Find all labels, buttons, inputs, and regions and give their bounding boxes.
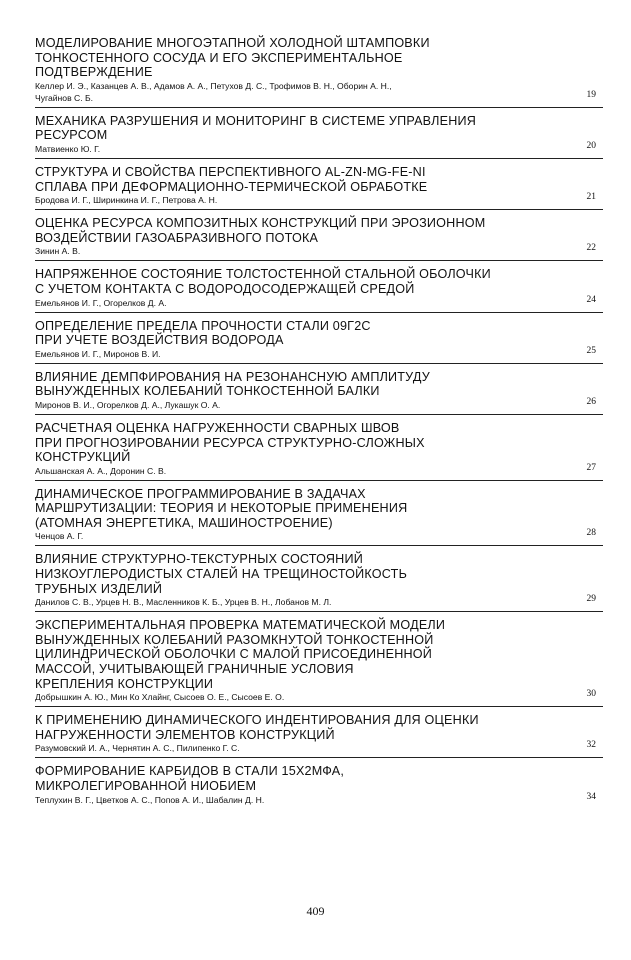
entry-title-line: СТРУКТУРА И СВОЙСТВА ПЕРСПЕКТИВНОГО AL-ZN-MG-FE-NI xyxy=(35,164,426,179)
entry-authors: Данилов С. В., Урцев Н. В., Масленников К. Б., Урцев В. Н., Лобанов М. Л. xyxy=(35,597,332,608)
entry-page-number: 22 xyxy=(586,243,596,254)
entry-title-line: ПРИ ПРОГНОЗИРОВАНИИ РЕСУРСА СТРУКТУРНО-СЛОЖНЫХ xyxy=(35,435,425,450)
entry-authors: Миронов В. И., Огорелков Д. А., Лукашук О. А. xyxy=(35,399,221,410)
entry-authors: Ченцов А. Г. xyxy=(35,531,84,542)
entry-authors: Добрышкин А. Ю., Мин Ко Хлайнг, Сысоев О. Е., Сысоев Е. О. xyxy=(35,692,285,703)
toc-entry xyxy=(35,363,603,414)
entry-title-line: НАГРУЖЕННОСТИ ЭЛЕМЕНТОВ КОНСТРУКЦИЙ xyxy=(35,727,335,742)
page-number: 409 xyxy=(306,904,325,918)
entry-title-line: ВЛИЯНИЕ ДЕМПФИРОВАНИЯ НА РЕЗОНАНСНУЮ АМПЛИТУДУ xyxy=(35,369,430,384)
entry-title-line: НАПРЯЖЕННОЕ СОСТОЯНИЕ ТОЛСТОСТЕННОЙ СТАЛЬНОЙ ОБОЛОЧКИ xyxy=(35,267,491,282)
toc-entry xyxy=(35,36,603,107)
entry-authors: Чугайнов С. Б. xyxy=(35,92,94,103)
entry-title-line: ФОРМИРОВАНИЕ КАРБИДОВ В СТАЛИ 15Х2МФА, xyxy=(35,764,345,779)
table-of-contents xyxy=(35,36,603,809)
toc-entry xyxy=(35,158,603,209)
toc-entry xyxy=(35,209,603,260)
entry-page-number: 25 xyxy=(586,345,596,356)
entry-title-line: ТРУБНЫХ ИЗДЕЛИЙ xyxy=(35,581,163,596)
entry-authors: Альшанская А. А., Доронин С. В. xyxy=(35,465,167,476)
entry-authors: Теплухин В. Г., Цветков А. С., Попов А. И., Шабалин Д. Н. xyxy=(35,794,265,805)
entry-page-number: 30 xyxy=(586,689,596,700)
entry-title-line: МИКРОЛЕГИРОВАННОЙ НИОБИЕМ xyxy=(35,779,257,793)
entry-page-number: 34 xyxy=(586,791,596,802)
entry-page-number: 32 xyxy=(586,740,596,751)
entry-authors: Разумовский И. А., Чернятин А. С., Пилипенко Г. С. xyxy=(35,743,240,754)
entry-title-line: ДИНАМИЧЕСКОЕ ПРОГРАММИРОВАНИЕ В ЗАДАЧАХ xyxy=(35,486,366,501)
entry-title-line: КОНСТРУКЦИЙ xyxy=(35,450,131,465)
entry-authors: Матвиенко Ю. Г. xyxy=(35,143,101,154)
entry-title-line: ВЫНУЖДЕННЫХ КОЛЕБАНИЙ РАЗОМКНУТОЙ ТОНКОСТЕННОЙ xyxy=(35,632,434,647)
toc-entry xyxy=(35,706,603,757)
toc-entry xyxy=(35,757,603,808)
entry-title-line: МОДЕЛИРОВАНИЕ МНОГОЭТАПНОЙ ХОЛОДНОЙ ШТАМПОВКИ xyxy=(35,36,430,50)
entry-page-number: 20 xyxy=(586,140,596,151)
entry-title-line: МАССОЙ, УЧИТЫВАЮЩЕЙ ГРАНИЧНЫЕ УСЛОВИЯ xyxy=(35,662,354,677)
entry-title-line: ВОЗДЕЙСТВИИ ГАЗОАБРАЗИВНОГО ПОТОКА xyxy=(35,230,319,245)
entry-title-line: ОЦЕНКА РЕСУРСА КОМПОЗИТНЫХ КОНСТРУКЦИЙ ПРИ ЭРОЗИОННОМ xyxy=(35,216,486,231)
toc-entry xyxy=(35,107,603,158)
entry-title-line: КРЕПЛЕНИЯ КОНСТРУКЦИИ xyxy=(35,676,214,691)
entry-title-line: ПОДТВЕРЖДЕНИЕ xyxy=(35,65,153,80)
entry-page-number: 28 xyxy=(586,528,596,539)
entry-title-line: ЭКСПЕРИМЕНТАЛЬНАЯ ПРОВЕРКА МАТЕМАТИЧЕСКОЙ МОДЕЛИ xyxy=(35,618,446,633)
toc-entry xyxy=(35,480,603,546)
entry-title-line: ТОНКОСТЕННОГО СОСУДА И ЕГО ЭКСПЕРИМЕНТАЛЬНОЕ xyxy=(35,50,403,65)
entry-title-line: К ПРИМЕНЕНИЮ ДИНАМИЧЕСКОГО ИНДЕНТИРОВАНИЯ ДЛЯ ОЦЕНКИ xyxy=(35,713,479,728)
entry-title-line: МАРШРУТИЗАЦИИ: ТЕОРИЯ И НЕКОТОРЫЕ ПРИМЕНЕНИЯ xyxy=(35,501,408,516)
entry-title-line: ОПРЕДЕЛЕНИЕ ПРЕДЕЛА ПРОЧНОСТИ СТАЛИ 09Г2С xyxy=(35,318,371,333)
toc-entry xyxy=(35,260,603,311)
entry-authors: Емельянов И. Г., Огорелков Д. А. xyxy=(35,297,167,308)
entry-title-line: МЕХАНИКА РАЗРУШЕНИЯ И МОНИТОРИНГ В СИСТЕМЕ УПРАВЛЕНИЯ xyxy=(35,113,477,128)
entry-page-number: 19 xyxy=(586,89,596,100)
entry-title-line: ВЫНУЖДЕННЫХ КОЛЕБАНИЙ ТОНКОСТЕННОЙ БАЛКИ xyxy=(35,384,380,399)
entry-title-line: ВЛИЯНИЕ СТРУКТУРНО-ТЕКСТУРНЫХ СОСТОЯНИЙ xyxy=(35,552,363,567)
entry-title-line: ПРИ УЧЕТЕ ВОЗДЕЙСТВИЯ ВОДОРОДА xyxy=(35,333,284,348)
entry-title-line: С УЧЕТОМ КОНТАКТА С ВОДОРОДОСОДЕРЖАЩЕЙ СРЕДОЙ xyxy=(35,281,415,296)
entry-title-line: РАСЧЕТНАЯ ОЦЕНКА НАГРУЖЕННОСТИ СВАРНЫХ ШВОВ xyxy=(35,420,400,435)
entry-page-number: 21 xyxy=(586,192,596,203)
entry-authors: Емельянов И. Г., Миронов В. И. xyxy=(35,348,161,359)
toc-entry xyxy=(35,611,603,706)
entry-title-line: РЕСУРСОМ xyxy=(35,128,108,143)
toc-entry xyxy=(35,414,603,480)
entry-page-number: 27 xyxy=(586,462,596,473)
entry-title-line: НИЗКОУГЛЕРОДИСТЫХ СТАЛЕЙ НА ТРЕЩИНОСТОЙКОСТЬ xyxy=(35,567,408,582)
entry-page-number: 26 xyxy=(586,396,596,407)
entry-title-line: (АТОМНАЯ ЭНЕРГЕТИКА, МАШИНОСТРОЕНИЕ) xyxy=(35,515,333,530)
entry-page-number: 24 xyxy=(586,294,596,305)
entry-title-line: СПЛАВА ПРИ ДЕФОРМАЦИОННО-ТЕРМИЧЕСКОЙ ОБРАБОТКЕ xyxy=(35,179,428,194)
entry-page-number: 29 xyxy=(586,594,596,605)
toc-entry xyxy=(35,312,603,363)
entry-authors: Бродова И. Г., Ширинкина И. Г., Петрова А. Н. xyxy=(35,195,218,206)
entry-authors: Келлер И. Э., Казанцев А. В., Адамов А. А., Петухов Д. С., Трофимов В. Н., Оборин А. Н., xyxy=(35,80,392,91)
entry-title-line: ЦИЛИНДРИЧЕСКОЙ ОБОЛОЧКИ С МАЛОЙ ПРИСОЕДИНЕННОЙ xyxy=(35,647,433,662)
toc-entry xyxy=(35,545,603,611)
entry-authors: Зинин А. В. xyxy=(35,246,81,257)
